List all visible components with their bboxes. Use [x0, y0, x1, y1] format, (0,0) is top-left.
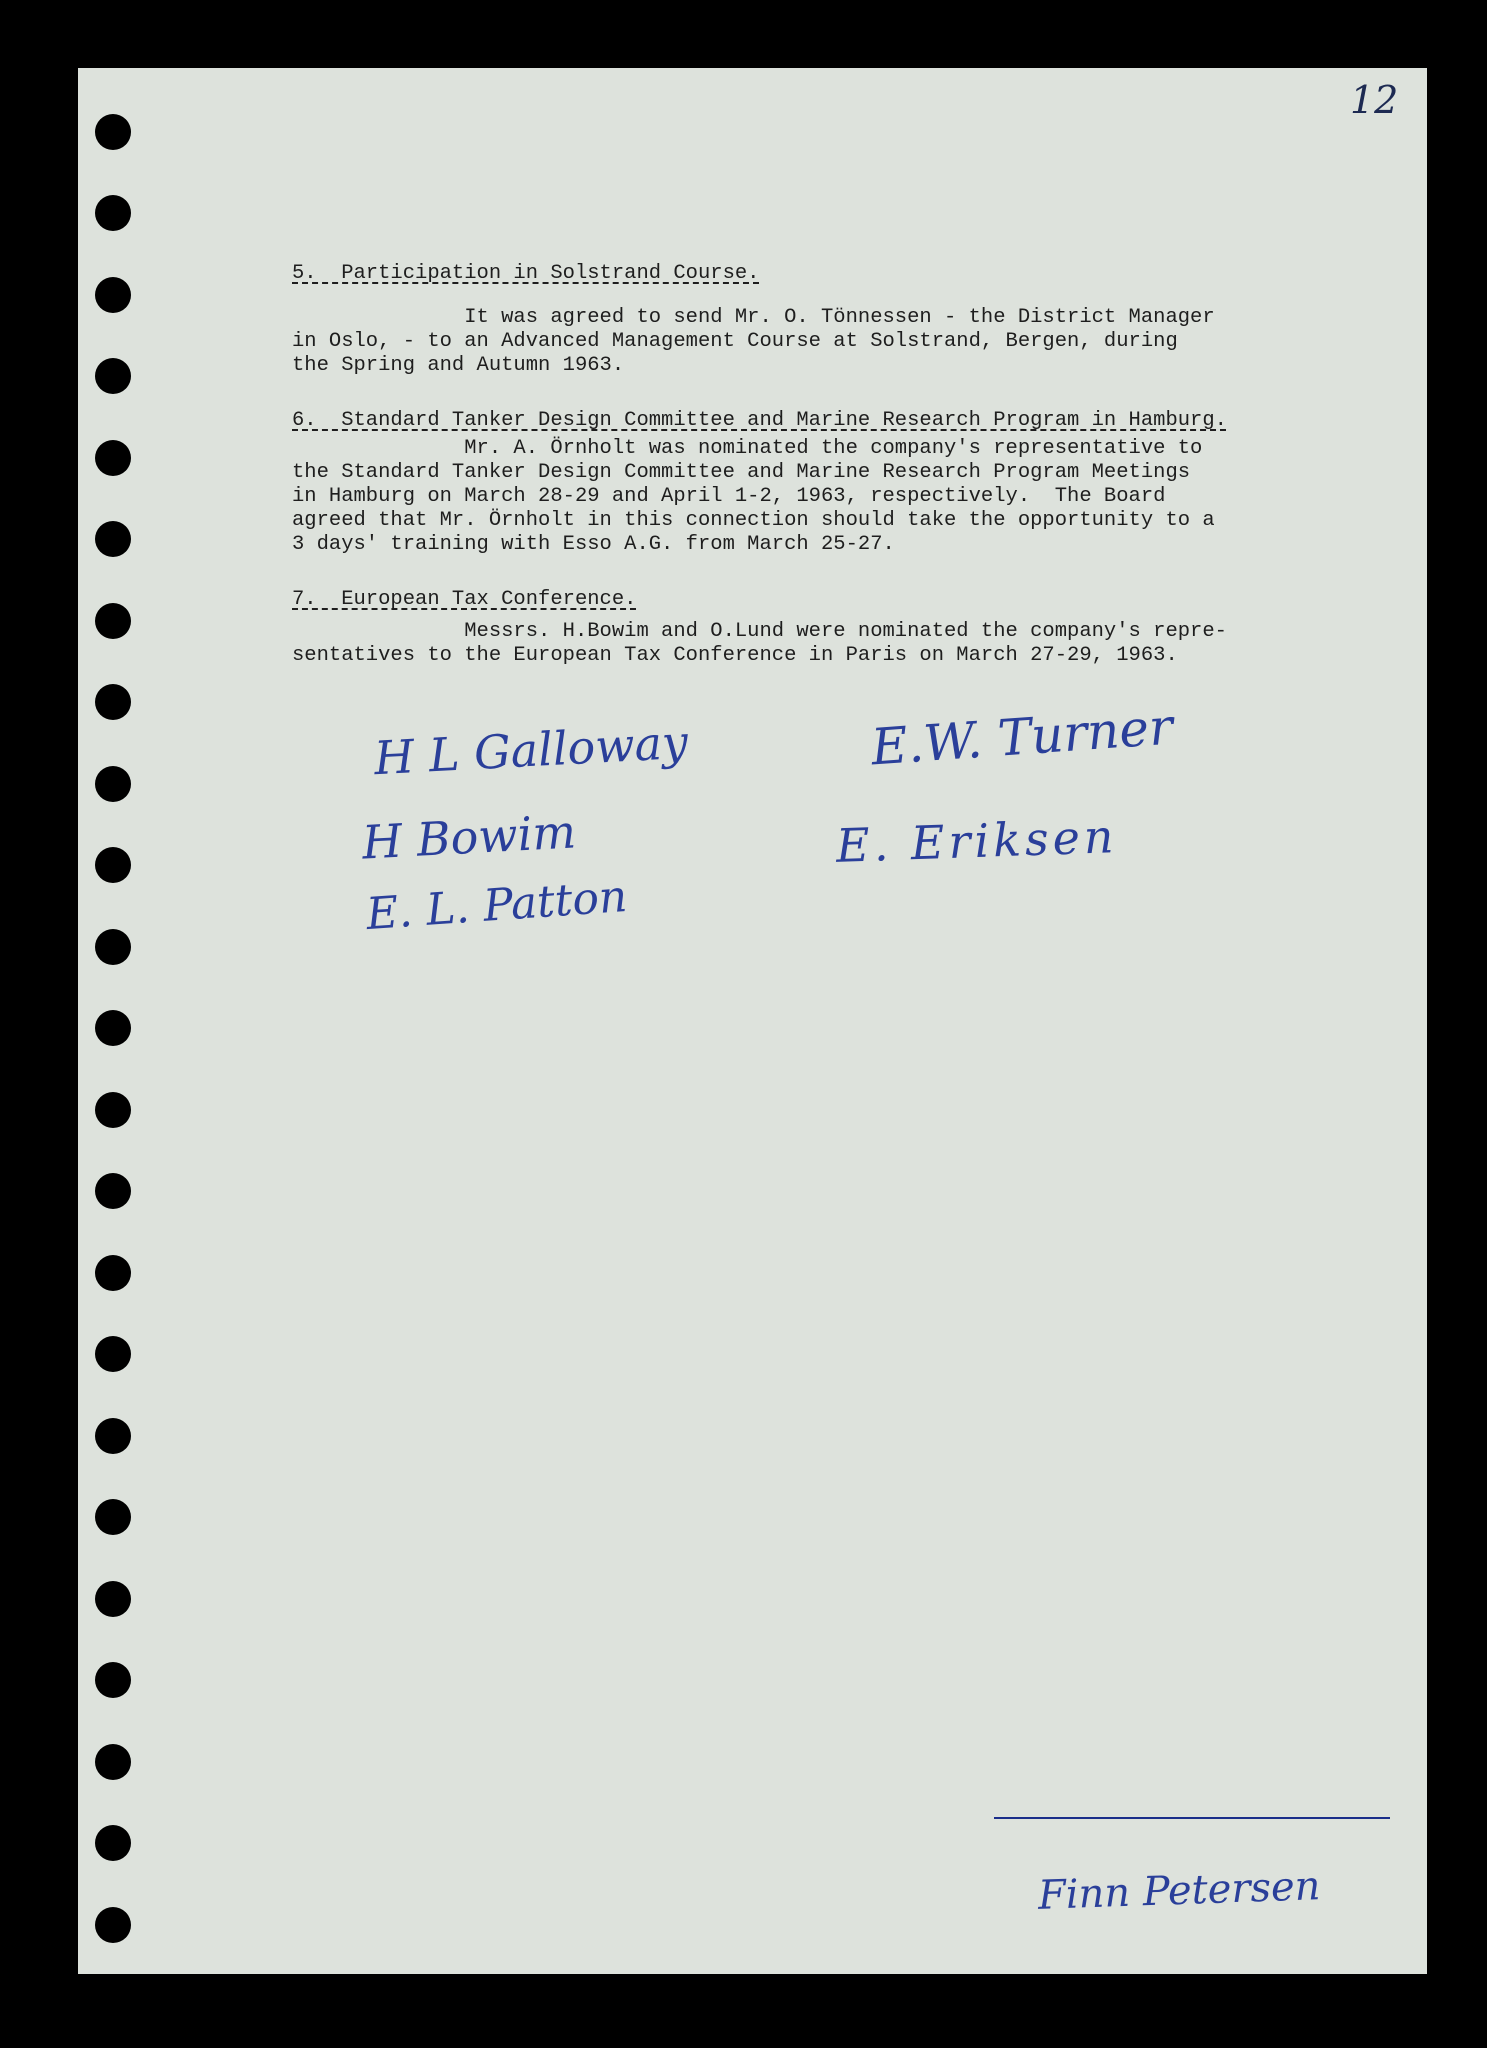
punch-hole — [95, 1744, 131, 1780]
punch-hole — [95, 521, 131, 557]
signature: E.W. Turner — [869, 697, 1175, 777]
signature: H L Galloway — [372, 714, 690, 786]
page-number: 12 — [1350, 78, 1399, 122]
punch-hole — [95, 1173, 131, 1209]
body-line: the Standard Tanker Design Committee and Marine Research Program Meetings — [292, 461, 1191, 484]
punch-hole — [95, 1092, 131, 1128]
punch-hole — [95, 1255, 131, 1291]
section-title: 5. Participation in Solstrand Course. — [292, 262, 760, 285]
section-7-european-tax-conference — [292, 588, 1227, 668]
body-line: agreed that Mr. Örnholt in this connection should take the opportunity to a — [292, 509, 1215, 532]
section-5-solstrand-course — [292, 262, 1215, 378]
punch-hole — [95, 1336, 131, 1372]
signature: E. L. Patton — [364, 870, 629, 941]
punch-hole — [95, 440, 131, 476]
body-line: in Hamburg on March 28-29 and April 1-2, 1963, respectively. The Board — [292, 485, 1166, 508]
signature-line — [994, 1817, 1390, 1819]
section-title: 7. European Tax Conference. — [292, 588, 637, 611]
signature: E. Eriksen — [835, 809, 1119, 873]
punch-hole — [95, 114, 131, 150]
punch-hole — [95, 1010, 131, 1046]
punch-hole — [95, 1907, 131, 1943]
punch-hole — [95, 358, 131, 394]
body-line: It was agreed to send Mr. O. Tönnessen - the District Manager — [292, 306, 1215, 329]
punch-hole — [95, 603, 131, 639]
body-line: sentatives to the European Tax Conference in Paris on March 27-29, 1963. — [292, 644, 1178, 667]
punch-hole — [95, 847, 131, 883]
section-6-tanker-design-committee — [292, 409, 1227, 557]
punch-hole — [95, 1418, 131, 1454]
body-line: Messrs. H.Bowim and O.Lund were nominated the company's repre- — [292, 620, 1227, 643]
punch-hole — [95, 929, 131, 965]
document-page — [78, 68, 1427, 1974]
punch-hole — [95, 277, 131, 313]
body-line: 3 days' training with Esso A.G. from March 25-27. — [292, 533, 895, 556]
punch-hole — [95, 684, 131, 720]
punch-hole — [95, 1662, 131, 1698]
signature: H Bowim — [360, 804, 578, 870]
punch-hole — [95, 1825, 131, 1861]
punch-hole — [95, 1499, 131, 1535]
punch-hole — [95, 1581, 131, 1617]
body-line: in Oslo, - to an Advanced Management Course at Solstrand, Bergen, during — [292, 330, 1178, 353]
section-title: 6. Standard Tanker Design Committee and Marine Research Program in Hamburg. — [292, 409, 1227, 432]
body-line: the Spring and Autumn 1963. — [292, 354, 625, 377]
signature: Finn Petersen — [1037, 1863, 1322, 1919]
punch-hole — [95, 766, 131, 802]
body-line: Mr. A. Örnholt was nominated the company's representative to — [292, 437, 1203, 460]
punch-hole — [95, 195, 131, 231]
